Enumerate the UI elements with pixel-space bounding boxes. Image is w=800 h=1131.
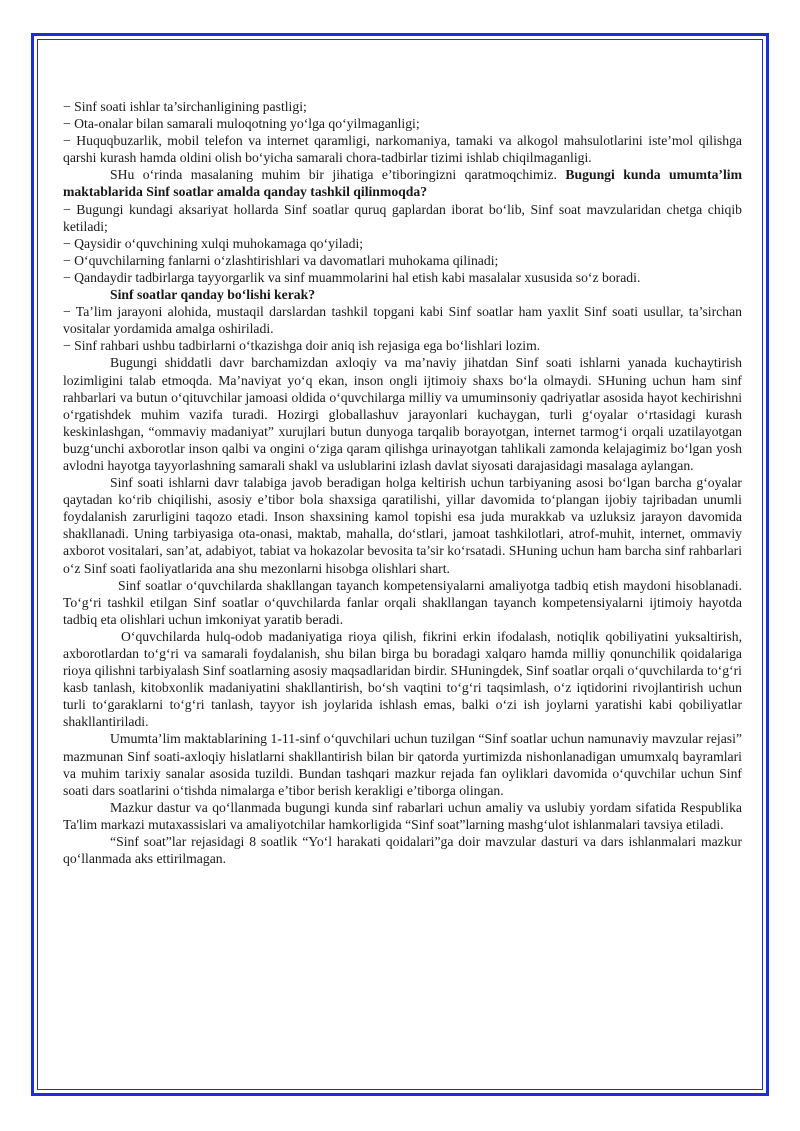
body-paragraph: Sinf soati ishlarni davr talabiga javob beradigan holga keltirish uchun tarbiyaning asosi bo‘lgan barcha g‘oyalar qaytadan ko‘rib chiqilishi, asosiy e’tibor bola shaxsiga qaratilishi, yillar davomida to‘plangan ijobiy tajribadan unumli foydalanish zarurligini taqozo etadi. Inson shaxsining kamol topishi esa juda murakkab va uzluksiz jarayon davomida shakllanadi. Uning tarbiyasiga ota-onasi, maktab, mahalla, do‘stlari, jamoat tashkilotlari, atrof-muhit, internet, ommaviy axborot vositalari, san’at, adabiyot, tabiat va hokazolar bevosita ta’sir ko‘rsatadi. SHuning uchun ham barcha sinf rahbarlari o‘z Sinf soati faoliyatlarida ana shu mezonlarni hisobga olishlari shart. bbox=[63, 475, 742, 576]
bullet-item: − Bugungi kundagi aksariyat hollarda Sinf soatlar quruq gaplardan iborat bo‘lib, Sinf soat mavzularidan chetga chiqib ketiladi; bbox=[63, 201, 742, 234]
paragraph-with-question bbox=[63, 166, 742, 200]
body-paragraph: Sinf soatlar o‘quvchilarda shakllangan tayanch kompetensiyalarni amaliyotga tadbiq etish maydoni hisoblanadi. To‘g‘ri tashkil etilgan Sinf soatlar o‘quvchilarda fanlar orqali shakllangan tayanch kompetensiyalarni ijtimoiy hayotda tadbiq eta olishlari uchun imkoniyat yaratib beradi. bbox=[63, 577, 742, 627]
bold-question: Bugungi kunda umumta’lim maktablarida Sinf soatlar amalda qanday tashkil qilinmoqda? bbox=[63, 167, 742, 200]
bullet-item: − Qandaydir tadbirlarga tayyorgarlik va sinf muammolarini hal etish kabi masalalar xususida so‘z boradi. bbox=[63, 269, 641, 285]
body-paragraph: “Sinf soat”lar rejasidagi 8 soatlik “Yo‘l harakati qoidalari”ga doir mavzular dasturi va dars ishlanmalari mazkur qo‘llanmada aks ettirilmagan. bbox=[63, 834, 742, 867]
bullet-item: − Sinf soati ishlar ta’sirchanligining pastligi; bbox=[63, 99, 307, 114]
body-paragraph: Umumta’lim maktablarining 1-11-sinf o‘quvchilari uchun tuzilgan “Sinf soatlar uchun namunaviy mavzular rejasi” mazmunan Sinf soati-axloqiy hislatlarni shakllantirish bilan bir qatorda yurtimizda nishonlanadigan umumxalq bayramlari va muhim tarixiy sanalar asosida tuzildi. Bundan tashqari mazkur rejada fan oyliklari davomida o‘quvchilar uchun Sinf soati dars soatlarini o‘tishda nimalarga e’tibor berish kerakligi e’tiborga olingan. bbox=[63, 731, 742, 798]
paragraph-text: SHu o‘rinda masalaning muhim bir jihatiga e’tiboringizni qaratmoqchimiz. bbox=[110, 167, 557, 183]
body-paragraph: Bugungi shiddatli davr barchamizdan axloqiy va ma’naviy jihatdan Sinf soati ishlarni yanada kuchaytirish lozimligini talab etmoqda. Ma’naviyat yo‘q ekan, inson ongli ijtimoiy shaxs bo‘la olmaydi. SHuning uchun ham sinf rahbarlari va butun o‘qituvchilar jamoasi oldida o‘quvchilarga milliy va umuminsoniy qadriyatlar asosida hayot kechirishni o‘rgatishdek muhim vazifa turadi. Hozirgi globallashuv jarayonlari kuchaygan, turli g‘oyalar o‘rtasidagi kurash keskinlashgan, “ommaviy madaniyat” xurujlari butun dunyoga tarqalib borayotgan, internet tarmog‘i orqali uzatilayotgan buzg‘unchi axborotlar inson qalbi va ongini o‘ziga qaram qilishga urinayotgan tahlikali zamonda kelajagimiz bo‘lgan yosh avlodni hayotga tayyorlashning samarali shakl va uslublarini izlash davlat siyosati darajasidagi masalaga aylangan. bbox=[63, 355, 742, 473]
body-paragraph: Mazkur dastur va qo‘llanmada bugungi kunda sinf rabarlari uchun amaliy va uslubiy yordam sifatida Respublika Ta'lim markazi mutaxassislari va amaliyotchilar hamkorligida “Sinf soat”larning mashg‘ulot ishlanmalari tavsiya etiladi. bbox=[63, 799, 742, 832]
section-heading: Sinf soatlar qanday bo‘lishi kerak? bbox=[110, 287, 316, 303]
body-paragraph: O‘quvchilarda hulq-odob madaniyatiga rioya qilish, fikrini erkin ifodalash, notiqlik qobiliyatini yuksaltirish, axborotlardan to‘g‘ri va samarali foydalanish, shu bilan birga bu boradagi xalqaro hamda milliy qonunchilik qoidalariga rioya qilishni tarbiyalash Sinf soatlarning asosiy maqsadlaridan birdir. SHuningdek, Sinf soatlar orqali o‘quvchilarda to‘g‘ri kasb tanlash, kitobxonlik madaniyatini shakllantirish, bo‘sh vaqtini to‘g‘ri taqsimlash, o‘z iqtidorini rivojlantirish uchun turli to‘garaklarni to‘g‘ri tanlash, tayyor ish joylarida ishlash emas, balki o‘zi ish joylarni yaratishi kabi qobiliyatlar shakllantiriladi. bbox=[63, 628, 742, 730]
bullet-item: − Qaysidir o‘quvchining xulqi muhokamaga qo‘yiladi; bbox=[63, 235, 364, 251]
bullet-item: − Ta’lim jarayoni alohida, mustaqil darslardan tashkil topgani kabi Sinf soatlar ham yaxlit Sinf soati usullar, ta’sirchan vositalar yordamida amalga oshiriladi. bbox=[63, 304, 742, 337]
bullet-item: − Huquqbuzarlik, mobil telefon va internet qaramligi, narkomaniya, tamaki va alkogol mahsulotlarini iste’mol qilishga qarshi kurash hamda oldini olish bo‘yicha samarali chora-tadbirlar tizimi ishlab chiqilmaganligi. bbox=[63, 133, 742, 166]
bullet-item: − O‘quvchilarning fanlarni o‘zlashtirishlari va davomatlari muhokama qilinadi; bbox=[63, 252, 499, 268]
bullet-item: − Sinf rahbari ushbu tadbirlarni o‘tkazishga doir aniq ish rejasiga ega bo‘lishlari lozim. bbox=[63, 338, 541, 354]
bullet-item: − Ota-onalar bilan samarali muloqotning yo‘lga qo‘yilmaganligi; bbox=[63, 116, 420, 132]
document-body bbox=[63, 98, 742, 867]
